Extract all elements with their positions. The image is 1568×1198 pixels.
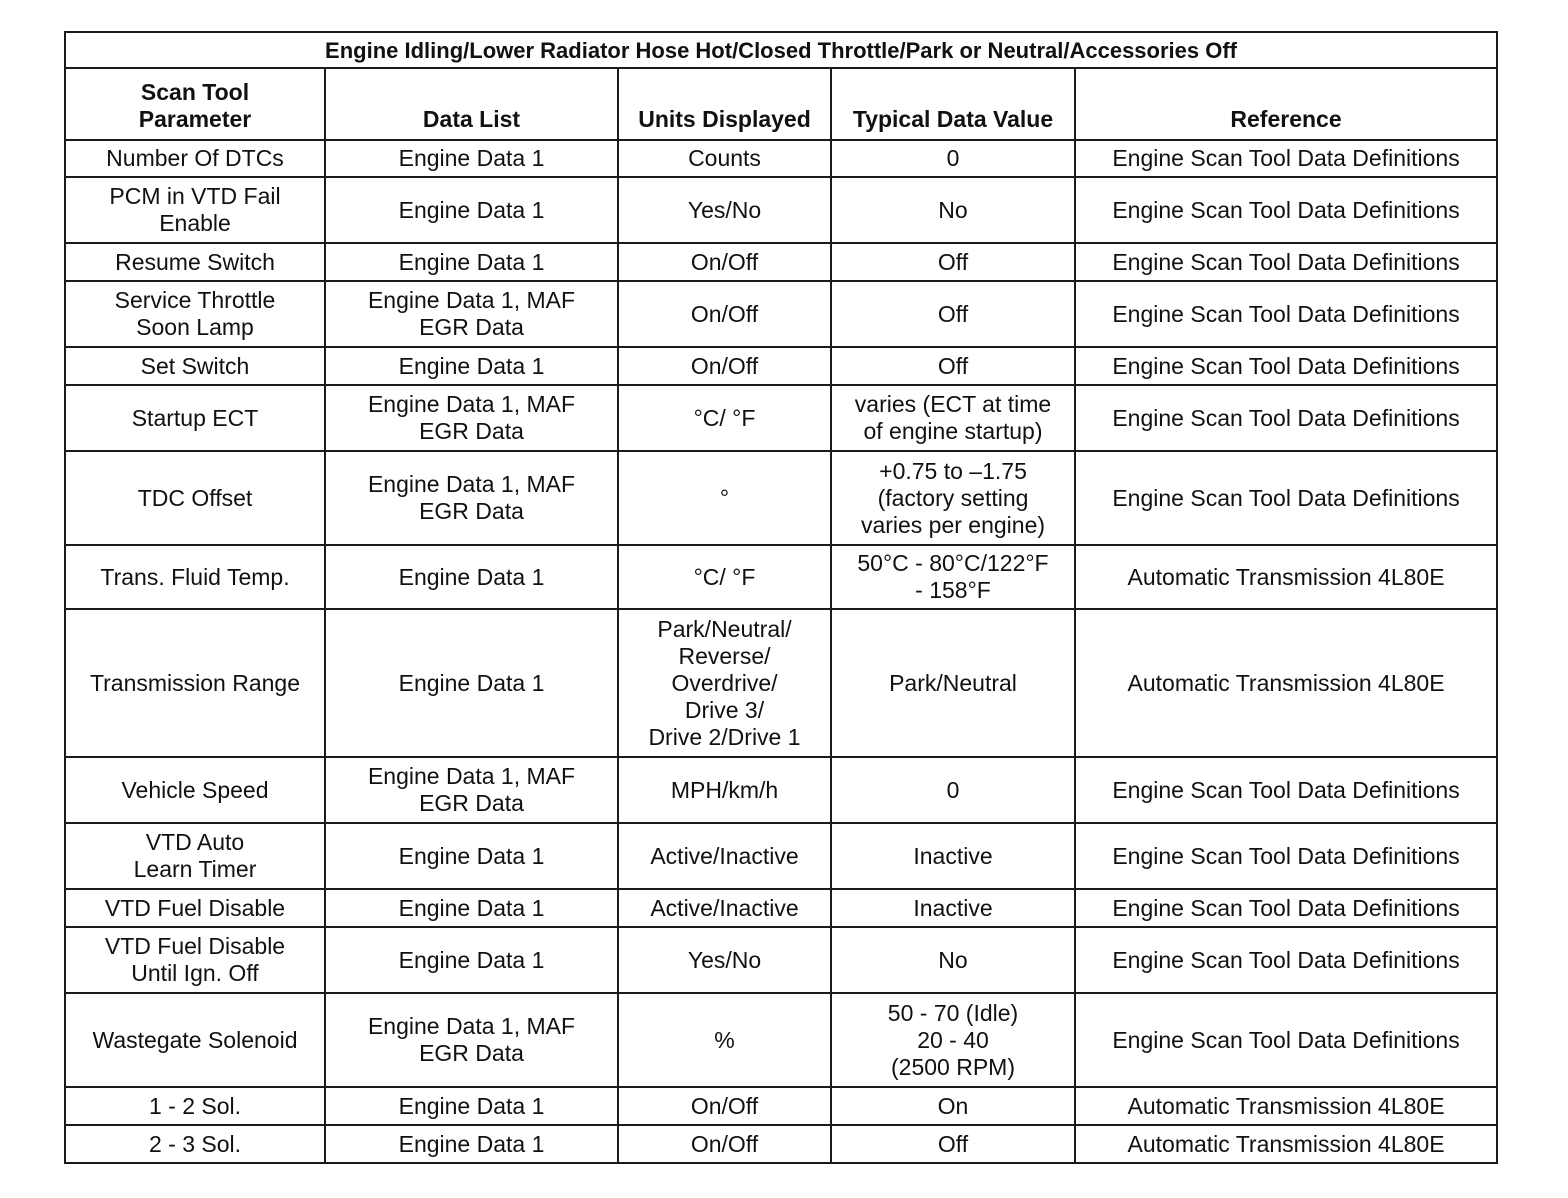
cell-units: Yes/No [618,177,831,243]
cell-data-list: Engine Data 1 [325,177,618,243]
cell-parameter: VTD Fuel Disable Until Ign. Off [65,927,325,993]
cell-units: MPH/km/h [618,757,831,823]
cell-data-list: Engine Data 1 [325,1125,618,1163]
cell-units: On/Off [618,1087,831,1125]
cell-parameter: 2 - 3 Sol. [65,1125,325,1163]
cell-typical-value: Off [831,1125,1075,1163]
table-row [65,545,1497,609]
cell-typical-value: No [831,927,1075,993]
cell-typical-value: 50°C - 80°C/122°F - 158°F [831,545,1075,609]
cell-units: Active/Inactive [618,823,831,889]
cell-reference: Automatic Transmission 4L80E [1075,1087,1497,1125]
cell-reference: Engine Scan Tool Data Definitions [1075,281,1497,347]
cell-typical-value: Off [831,281,1075,347]
cell-parameter: PCM in VTD Fail Enable [65,177,325,243]
table-title: Engine Idling/Lower Radiator Hose Hot/Closed Throttle/Park or Neutral/Accessories Off [65,32,1497,68]
cell-reference: Engine Scan Tool Data Definitions [1075,451,1497,545]
cell-parameter: Wastegate Solenoid [65,993,325,1087]
cell-data-list: Engine Data 1 [325,243,618,281]
table-row [65,993,1497,1087]
cell-parameter: VTD Auto Learn Timer [65,823,325,889]
cell-data-list: Engine Data 1 [325,1087,618,1125]
table-row [65,243,1497,281]
cell-reference: Engine Scan Tool Data Definitions [1075,385,1497,451]
header-typical-data-value: Typical Data Value [831,68,1075,140]
cell-parameter: Number Of DTCs [65,140,325,177]
cell-data-list: Engine Data 1, MAF EGR Data [325,281,618,347]
title-row [65,32,1497,68]
cell-parameter: Resume Switch [65,243,325,281]
cell-reference: Automatic Transmission 4L80E [1075,545,1497,609]
table-row [65,281,1497,347]
header-reference: Reference [1075,68,1497,140]
cell-data-list: Engine Data 1 [325,823,618,889]
cell-parameter: VTD Fuel Disable [65,889,325,927]
cell-data-list: Engine Data 1 [325,347,618,385]
cell-units: °C/ °F [618,545,831,609]
cell-parameter: TDC Offset [65,451,325,545]
cell-data-list: Engine Data 1 [325,140,618,177]
cell-typical-value: 50 - 70 (Idle) 20 - 40 (2500 RPM) [831,993,1075,1087]
cell-data-list: Engine Data 1 [325,609,618,757]
cell-parameter: 1 - 2 Sol. [65,1087,325,1125]
table-row [65,347,1497,385]
cell-typical-value: No [831,177,1075,243]
table-row [65,757,1497,823]
cell-parameter: Vehicle Speed [65,757,325,823]
cell-typical-value: Inactive [831,889,1075,927]
cell-data-list: Engine Data 1 [325,889,618,927]
table-row [65,609,1497,757]
table-row [65,1087,1497,1125]
cell-reference: Engine Scan Tool Data Definitions [1075,347,1497,385]
cell-units: On/Off [618,1125,831,1163]
cell-reference: Engine Scan Tool Data Definitions [1075,177,1497,243]
cell-reference: Engine Scan Tool Data Definitions [1075,757,1497,823]
cell-units: On/Off [618,347,831,385]
cell-reference: Automatic Transmission 4L80E [1075,609,1497,757]
cell-typical-value: Off [831,347,1075,385]
cell-parameter: Service Throttle Soon Lamp [65,281,325,347]
cell-data-list: Engine Data 1 [325,927,618,993]
header-scan-tool-parameter: Scan Tool Parameter [65,68,325,140]
cell-reference: Engine Scan Tool Data Definitions [1075,889,1497,927]
table-row [65,823,1497,889]
cell-reference: Engine Scan Tool Data Definitions [1075,823,1497,889]
cell-parameter: Startup ECT [65,385,325,451]
scan-tool-data-table [64,31,1498,1164]
table-row [65,889,1497,927]
header-row [65,68,1497,140]
cell-reference: Engine Scan Tool Data Definitions [1075,927,1497,993]
cell-data-list: Engine Data 1, MAF EGR Data [325,385,618,451]
cell-data-list: Engine Data 1 [325,545,618,609]
cell-units: On/Off [618,243,831,281]
cell-parameter: Set Switch [65,347,325,385]
cell-typical-value: Off [831,243,1075,281]
cell-units: ° [618,451,831,545]
cell-reference: Engine Scan Tool Data Definitions [1075,140,1497,177]
header-units-displayed: Units Displayed [618,68,831,140]
table-row [65,927,1497,993]
table-row [65,140,1497,177]
cell-parameter: Transmission Range [65,609,325,757]
cell-data-list: Engine Data 1, MAF EGR Data [325,451,618,545]
cell-reference: Automatic Transmission 4L80E [1075,1125,1497,1163]
cell-units: % [618,993,831,1087]
cell-data-list: Engine Data 1, MAF EGR Data [325,993,618,1087]
cell-typical-value: 0 [831,757,1075,823]
cell-reference: Engine Scan Tool Data Definitions [1075,243,1497,281]
table-row [65,385,1497,451]
cell-units: Park/Neutral/ Reverse/ Overdrive/ Drive 3/ Drive 2/Drive 1 [618,609,831,757]
cell-parameter: Trans. Fluid Temp. [65,545,325,609]
cell-reference: Engine Scan Tool Data Definitions [1075,993,1497,1087]
cell-typical-value: +0.75 to –1.75 (factory setting varies per engine) [831,451,1075,545]
cell-units: Active/Inactive [618,889,831,927]
cell-typical-value: On [831,1087,1075,1125]
cell-units: °C/ °F [618,385,831,451]
cell-typical-value: Inactive [831,823,1075,889]
table-row [65,177,1497,243]
header-data-list: Data List [325,68,618,140]
table-row [65,451,1497,545]
cell-typical-value: varies (ECT at time of engine startup) [831,385,1075,451]
cell-units: Yes/No [618,927,831,993]
cell-units: On/Off [618,281,831,347]
cell-typical-value: Park/Neutral [831,609,1075,757]
cell-data-list: Engine Data 1, MAF EGR Data [325,757,618,823]
cell-typical-value: 0 [831,140,1075,177]
table-row [65,1125,1497,1163]
cell-units: Counts [618,140,831,177]
